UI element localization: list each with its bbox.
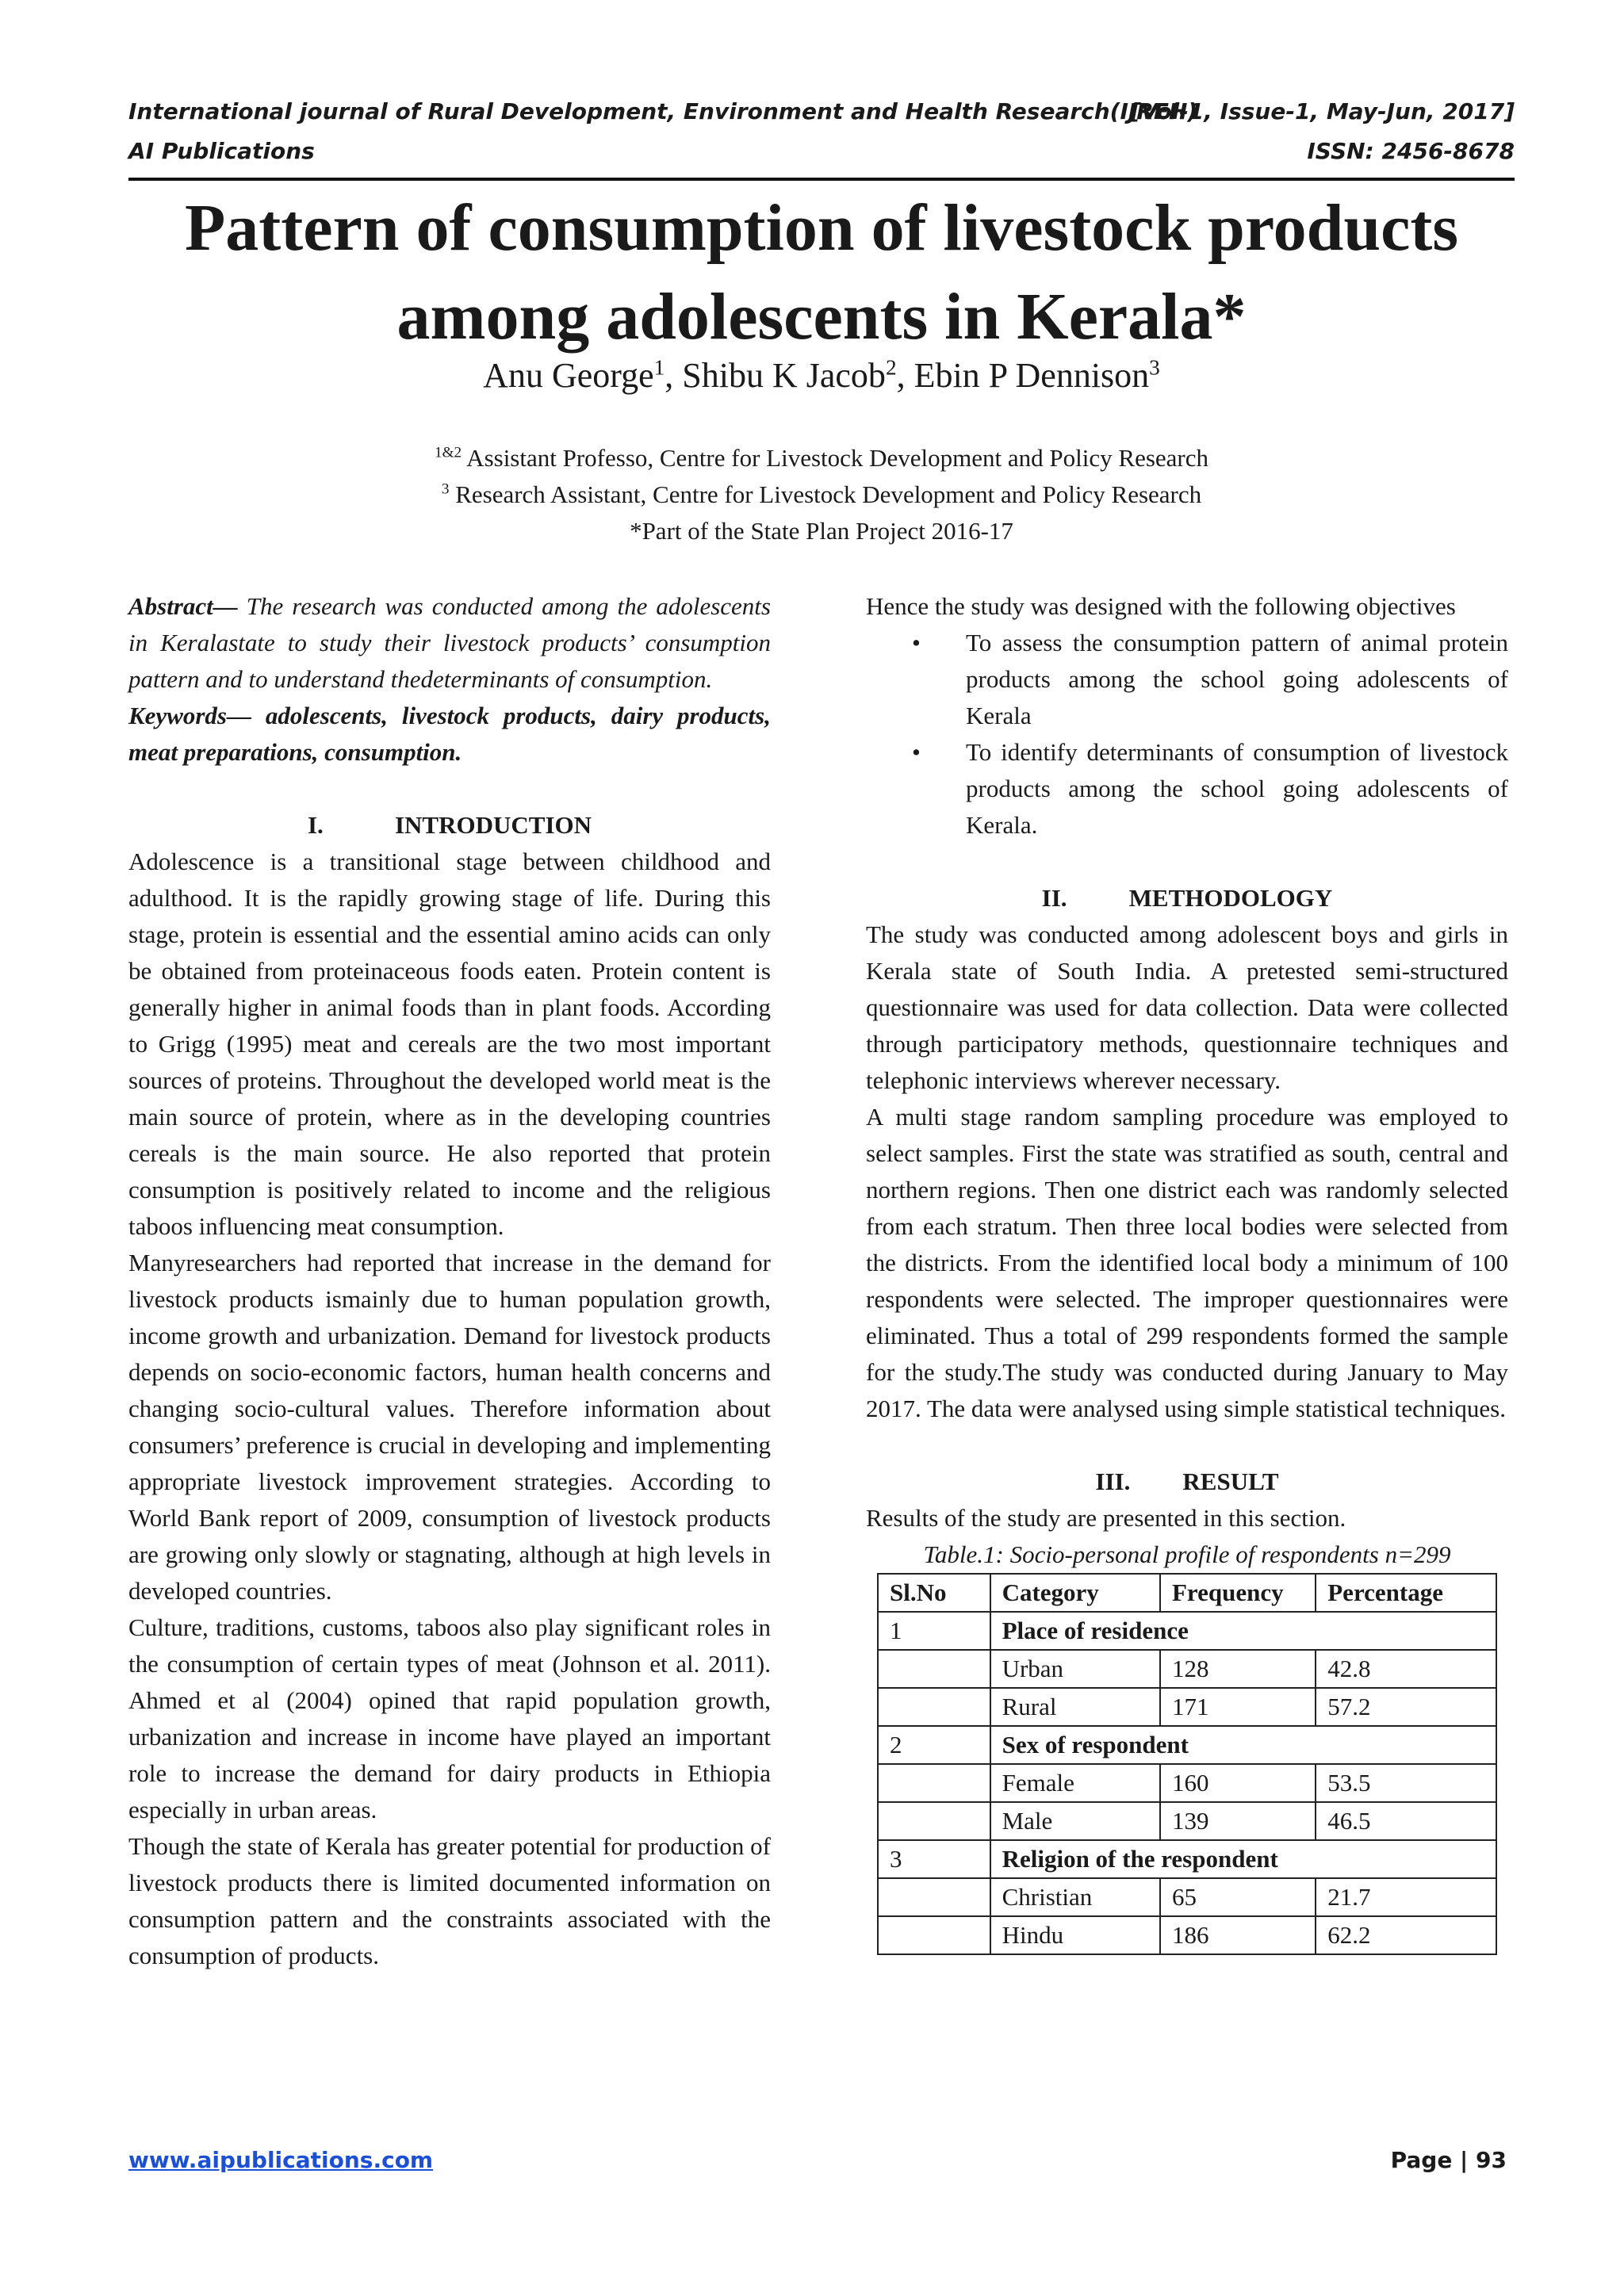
table-row bbox=[878, 1878, 1496, 1916]
table-cell: 139 bbox=[1160, 1802, 1316, 1840]
page-number: Page | 93 bbox=[1390, 2147, 1507, 2173]
table-row bbox=[878, 1916, 1496, 1954]
table-cell: Urban bbox=[990, 1650, 1160, 1688]
table-header: Category bbox=[990, 1574, 1160, 1612]
left-column bbox=[128, 588, 771, 1974]
table-cell: 65 bbox=[1160, 1878, 1316, 1916]
methodology-paragraph: The study was conducted among adolescent boys and girls in Kerala state of South India. A pretested semi-structured questionnaire was used for data collection. Data were collected through participatory methods, questionnaire techniques and telephonic interviews wherever necessary. bbox=[866, 920, 1508, 1094]
objectives-lead: Hence the study was designed with the following objectives bbox=[866, 592, 1456, 620]
paper-title: Pattern of consumption of livestock products among adolescents in Kerala* bbox=[184, 191, 1459, 354]
intro-paragraph: Though the state of Kerala has greater potential for production of livestock products there is limited documented information on consumption pattern and the constraints associated with the consumption of products. bbox=[128, 1832, 771, 1969]
journal-header bbox=[128, 98, 1515, 124]
table-cell: 42.8 bbox=[1316, 1650, 1496, 1688]
bullet-icon: • bbox=[912, 738, 921, 766]
table-cell: 53.5 bbox=[1316, 1764, 1496, 1802]
list-item: • To identify determinants of consumption of livestock products among the school going adolescents of Kerala. bbox=[966, 734, 1508, 844]
table-cell: 1 bbox=[878, 1612, 990, 1650]
result-lead: Results of the study are presented in this section. bbox=[866, 1504, 1346, 1532]
right-column bbox=[866, 588, 1508, 1955]
table-cell bbox=[878, 1688, 990, 1726]
table-group-title: Place of residence bbox=[990, 1612, 1496, 1650]
publisher-website-link[interactable]: www.aipublications.com bbox=[128, 2147, 434, 2173]
intro-paragraph: Adolescence is a transitional stage between childhood and adulthood. It is the rapidly growing stage of life. During this stage, protein is essential and the essential amino acids can only be obtained from proteinaceous foods eaten. Protein content is generally higher in animal foods than in plant foods. According to Grigg (1995) meat and cereals are the two most important sources of proteins. Throughout the developed world meat is the main source of protein, where as in the developing countries cereals is the main source. He also reported that protein consumption is positively related to income and the religious taboos influencing meat consumption. bbox=[128, 848, 771, 1240]
table-cell: 2 bbox=[878, 1726, 990, 1764]
author: Shibu K Jacob$^2$, bbox=[682, 355, 914, 395]
table-group-row bbox=[878, 1612, 1496, 1650]
table-cell bbox=[878, 1878, 990, 1916]
publisher-header bbox=[128, 138, 1515, 164]
table-group-title: Religion of the respondent bbox=[990, 1840, 1496, 1878]
table-cell: Rural bbox=[990, 1688, 1160, 1726]
journal-name: International journal of Rural Development, Environment and Health Research(IJREH) bbox=[128, 98, 1198, 124]
bullet-icon: • bbox=[912, 629, 921, 656]
table-row bbox=[878, 1650, 1496, 1688]
section-heading-methodology: II. METHODOLOGY bbox=[1041, 884, 1333, 912]
table-cell bbox=[878, 1650, 990, 1688]
table-group-row bbox=[878, 1726, 1496, 1764]
table-cell: 128 bbox=[1160, 1650, 1316, 1688]
table-cell: 62.2 bbox=[1316, 1916, 1496, 1954]
issn: ISSN: 2456-8678 bbox=[1307, 138, 1515, 164]
objectives-list bbox=[866, 625, 1508, 844]
table-cell bbox=[878, 1916, 990, 1954]
list-item: • To assess the consumption pattern of animal protein products among the school going adolescents of Kerala bbox=[966, 625, 1508, 734]
table-cell: 171 bbox=[1160, 1688, 1316, 1726]
publisher-name: AI Publications bbox=[128, 138, 315, 164]
author: Ebin P Dennison$^3$ bbox=[914, 355, 1160, 395]
table-caption: Table.1: Socio-personal profile of respondents n=299 bbox=[923, 1540, 1451, 1568]
affiliation-1: $^{1\&2}$ Assistant Professo, Centre for Livestock Development and Policy Research bbox=[435, 444, 1208, 472]
table-row bbox=[878, 1688, 1496, 1726]
author-list bbox=[128, 355, 1515, 396]
intro-paragraph: Manyresearchers had reported that increase in the demand for livestock products ismainly due to human population growth, income growth and urbanization. Demand for livestock products depends on socio-economic factors, human health concerns and changing socio-cultural values. Therefore information about consumers’ preference is crucial in developing and implementing appropriate livestock improvement strategies. According to World Bank report of 2009, consumption of livestock products are growing only slowly or stagnating, although at high levels in developed countries. bbox=[128, 1249, 771, 1605]
table-cell bbox=[878, 1764, 990, 1802]
table-cell bbox=[878, 1802, 990, 1840]
table-cell: Male bbox=[990, 1802, 1160, 1840]
table-header: Frequency bbox=[1160, 1574, 1316, 1612]
table-cell: Christian bbox=[990, 1878, 1160, 1916]
keywords: Keywords— adolescents, livestock products, dairy products, meat preparations, consumption. bbox=[128, 702, 771, 766]
methodology-paragraph: A multi stage random sampling procedure was employed to select samples. First the state was stratified as south, central and northern regions. Then one district each was randomly selected from each stratum. Then three local bodies were selected from the districts. From the identified local body a minimum of 100 respondents were selected. The improper questionnaires were eliminated. Thus a total of 299 respondents formed the sample for the study.The study was conducted during January to May 2017. The data were analysed using simple statistical techniques. bbox=[866, 1103, 1508, 1422]
affiliation-2: $^3$ Research Assistant, Centre for Livestock Development and Policy Research bbox=[441, 480, 1202, 508]
abstract: Abstract— The research was conducted among the adolescents in Keralastate to study their livestock products’ consumption pattern and to understand thedeterminants of consumption. bbox=[128, 592, 771, 693]
table-group-row bbox=[878, 1840, 1496, 1878]
table-cell: 21.7 bbox=[1316, 1878, 1496, 1916]
respondent-profile-table bbox=[877, 1573, 1497, 1955]
section-heading-result: III. RESULT bbox=[1095, 1468, 1279, 1495]
table-group-title: Sex of respondent bbox=[990, 1726, 1496, 1764]
table-row bbox=[878, 1802, 1496, 1840]
table-cell: 160 bbox=[1160, 1764, 1316, 1802]
section-heading-introduction: I. INTRODUCTION bbox=[307, 811, 592, 839]
table-cell: 3 bbox=[878, 1840, 990, 1878]
table-cell: 46.5 bbox=[1316, 1802, 1496, 1840]
volume-info: [Vol-1, Issue-1, May-Jun, 2017] bbox=[1130, 98, 1515, 124]
table-cell: Hindu bbox=[990, 1916, 1160, 1954]
author: Anu George$^1$, bbox=[483, 355, 683, 395]
table-header: Percentage bbox=[1316, 1574, 1496, 1612]
table-row bbox=[878, 1764, 1496, 1802]
project-note: *Part of the State Plan Project 2016-17 bbox=[630, 517, 1013, 545]
header-rule bbox=[128, 178, 1515, 181]
intro-paragraph: Culture, traditions, customs, taboos also play significant roles in the consumption of certain types of meat (Johnson et al. 2011). Ahmed et al (2004) opined that rapid population growth, urbanization and increase in income have played an important role to increase the demand for dairy products in Ethiopia especially in urban areas. bbox=[128, 1613, 771, 1823]
table-cell: 57.2 bbox=[1316, 1688, 1496, 1726]
table-header: Sl.No bbox=[878, 1574, 990, 1612]
table-cell: 186 bbox=[1160, 1916, 1316, 1954]
table-header-row bbox=[878, 1574, 1496, 1612]
table-cell: Female bbox=[990, 1764, 1160, 1802]
